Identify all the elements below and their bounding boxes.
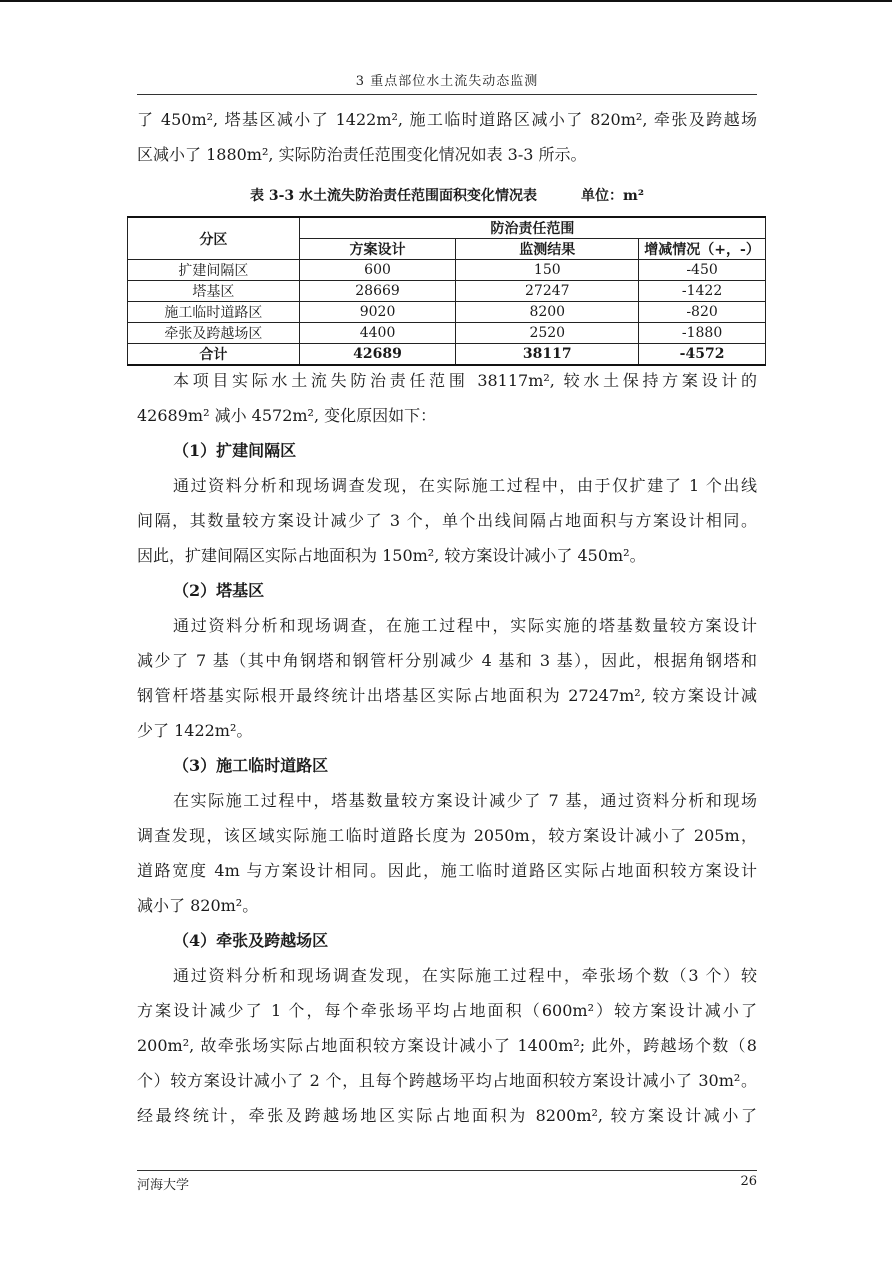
cell-design: 9020: [299, 302, 456, 323]
section-1-line-2: 间隔，其数量较方案设计减少了 3 个，单个出线间隔占地面积与方案设计相同。: [137, 511, 757, 530]
cell-change: -1422: [639, 281, 766, 302]
section-heading-2: （2）塔基区: [173, 581, 265, 600]
footer-rule: [137, 1170, 757, 1171]
cell-change: -1880: [639, 323, 766, 344]
cell-zone: 牵张及跨越场区: [128, 323, 300, 344]
intro-line-2: 区减小了 1880m², 实际防治责任范围变化情况如表 3-3 所示。: [137, 145, 587, 164]
table-row: [128, 323, 766, 344]
cell-design: 600: [299, 260, 456, 281]
cell-monitor: 8200: [456, 302, 639, 323]
cell-monitor: 27247: [456, 281, 639, 302]
group-header-responsibility: 防治责任范围: [299, 217, 765, 239]
column-header-zone: 分区: [128, 217, 300, 260]
section-heading-1: （1）扩建间隔区: [173, 441, 297, 460]
cell-change: -450: [639, 260, 766, 281]
summary-paragraph: [137, 363, 757, 433]
section-3-line-3: 道路宽度 4m 与方案设计相同。因此，施工临时道路区实际占地面积较方案设计: [137, 861, 757, 880]
table-unit: 单位：m²: [581, 188, 644, 204]
section-2-line-3: 钢管杆塔基实际根开最终统计出塔基区实际占地面积为 27247m², 较方案设计减: [137, 686, 757, 705]
cell-total-design: 42689: [299, 344, 456, 366]
section-1-line-3: 因此，扩建间隔区实际占地面积为 150m², 较方案设计减小了 450m²。: [137, 546, 646, 565]
cell-total-change: -4572: [639, 344, 766, 366]
section-1-line-1: 通过资料分析和现场调查发现，在实际施工过程中，由于仅扩建了 1 个出线: [173, 476, 757, 495]
cell-design: 28669: [299, 281, 456, 302]
section-2-line-4: 少了 1422m²。: [137, 721, 253, 740]
section-3-paragraph: [137, 783, 757, 923]
cell-zone: 塔基区: [128, 281, 300, 302]
table-row: [128, 302, 766, 323]
header-rule: [137, 94, 757, 95]
section-3-line-2: 调查发现，该区域实际施工临时道路长度为 2050m，较方案设计减小了 205m，: [137, 826, 757, 845]
page-number: 26: [740, 1174, 757, 1189]
table-caption: [137, 185, 757, 205]
cell-monitor: 150: [456, 260, 639, 281]
cell-total-label: 合计: [128, 344, 300, 366]
section-heading-4: （4）牵张及跨越场区: [173, 931, 329, 950]
section-heading-3: （3）施工临时道路区: [173, 756, 329, 775]
table-total-row: [128, 344, 766, 366]
column-header-monitor: 监测结果: [456, 239, 639, 260]
top-border: [0, 0, 892, 2]
section-2-line-2: 减少了 7 基（其中角钢塔和钢管杆分别减少 4 基和 3 基），因此，根据角钢塔和: [137, 651, 757, 670]
intro-line-1: 了 450m², 塔基区减小了 1422m², 施工临时道路区减小了 820m², 牵张及跨越场: [137, 110, 757, 129]
cell-design: 4400: [299, 323, 456, 344]
section-4-line-1: 通过资料分析和现场调查发现，在实际施工过程中，牵张场个数（3 个）较: [173, 966, 757, 985]
section-4-line-3: 200m², 故牵张场实际占地面积较方案设计减小了 1400m²; 此外，跨越场个数（8: [137, 1036, 757, 1055]
cell-change: -820: [639, 302, 766, 323]
section-3-line-1: 在实际施工过程中，塔基数量较方案设计减少了 7 基，通过资料分析和现场: [173, 791, 757, 810]
summary-line-1: 本项目实际水土流失防治责任范围 38117m², 较水土保持方案设计的: [173, 371, 757, 390]
section-1-paragraph: [137, 468, 757, 573]
cell-zone: 扩建间隔区: [128, 260, 300, 281]
cell-zone: 施工临时道路区: [128, 302, 300, 323]
section-4-paragraph: [137, 958, 757, 1133]
cell-total-monitor: 38117: [456, 344, 639, 366]
table-row: [128, 281, 766, 302]
column-header-design: 方案设计: [299, 239, 456, 260]
section-4-line-4: 个）较方案设计减小了 2 个，且每个跨越场平均占地面积较方案设计减小了 30m²。: [137, 1071, 757, 1090]
section-2-paragraph: [137, 608, 757, 748]
section-4-line-5: 经最终统计，牵张及跨越场地区实际占地面积为 8200m², 较方案设计减小了: [137, 1106, 757, 1125]
footer-institution: 河海大学: [137, 1177, 190, 1192]
responsibility-area-table: [127, 216, 766, 366]
section-3-line-4: 减小了 820m²。: [137, 896, 259, 915]
intro-paragraph: [137, 102, 757, 172]
running-header: 3 重点部位水土流失动态监测: [355, 74, 539, 89]
table-row: [128, 260, 766, 281]
cell-monitor: 2520: [456, 323, 639, 344]
section-4-line-2: 方案设计减少了 1 个，每个牵张场平均占地面积（600m²）较方案设计减小了: [137, 1001, 757, 1020]
column-header-change: 增减情况（+，-）: [639, 239, 766, 260]
table-caption-text: 表 3-3 水土流失防治责任范围面积变化情况表: [250, 188, 538, 204]
summary-line-2: 42689m² 减小 4572m², 变化原因如下：: [137, 406, 437, 425]
section-2-line-1: 通过资料分析和现场调查，在施工过程中，实际实施的塔基数量较方案设计: [173, 616, 757, 635]
